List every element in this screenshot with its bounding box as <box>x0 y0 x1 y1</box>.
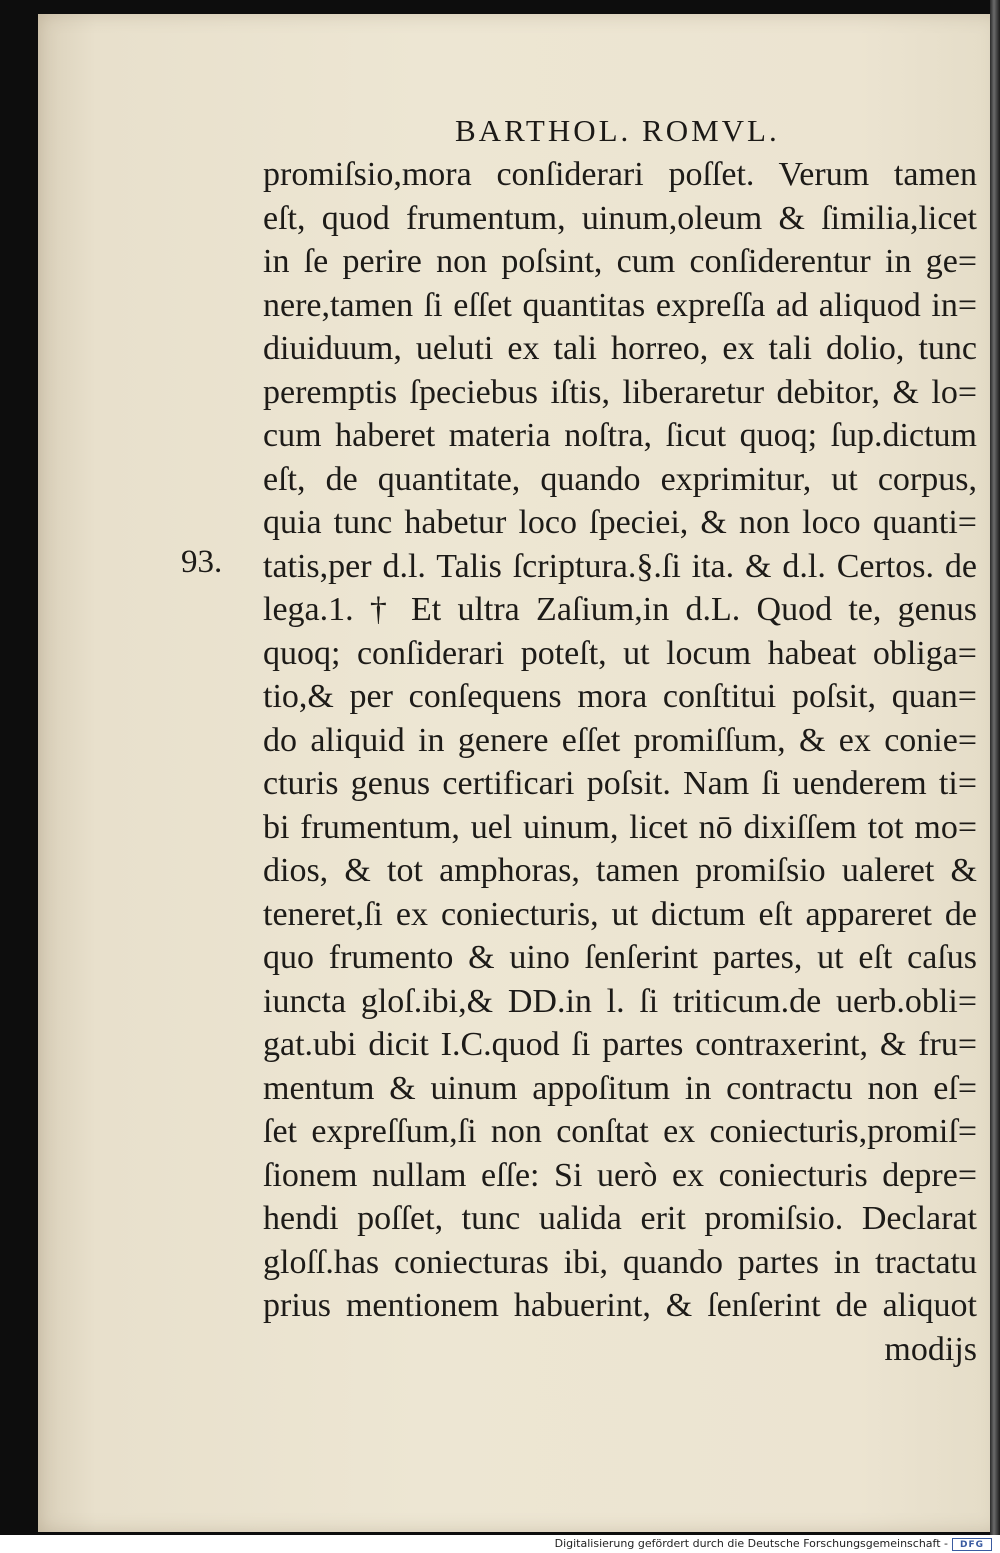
text-line: bi frumentum, uel uinum, licet nō dixiſſem tot mo= <box>263 808 977 846</box>
dfg-logo: DFG <box>952 1538 992 1551</box>
funding-credit: Digitalisierung gefördert durch die Deutsche Forschungsgemeinschaft - <box>554 1537 948 1550</box>
text-line: do aliquid in genere eſſet promiſſum, & ex conie= <box>263 721 977 759</box>
text-line: dios, & tot amphoras, tamen promiſsio ualeret & <box>263 852 977 889</box>
text-line: gat.ubi dicit I.C.quod ſi partes contraxerint, & fru= <box>263 1026 977 1063</box>
text-line: cum haberet materia noſtra, ſicut quoq; ſup.dictum <box>263 417 977 454</box>
text-line: tatis,per d.l. Talis ſcriptura.§.ſi ita. & d.l. Certos. de <box>263 547 977 585</box>
text-line: tio,& per conſequens mora conſtitui poſsit, quan= <box>263 678 977 715</box>
text-line: eſt, quod frumentum, uinum,oleum & ſimilia,licet <box>263 199 977 237</box>
text-line: promiſsio,mora conſiderari poſſet. Verum tamen <box>263 156 977 193</box>
text-line: gloſſ.has coniecturas ibi, quando partes in tractatu <box>263 1243 977 1281</box>
text-line: quo frumento & uino ſenſerint partes, ut eſt caſus <box>263 939 977 976</box>
text-line: eſt, de quantitate, quando exprimitur, ut corpus, <box>263 460 977 498</box>
text-line: prius mentionem habuerint, & ſenſerint de aliquot <box>263 1287 977 1324</box>
text-line: iuncta gloſ.ibi,& DD.in l. ſi triticum.de uerb.obli= <box>263 982 977 1020</box>
text-line: cturis genus certificari poſsit. Nam ſi uenderem ti= <box>263 765 977 802</box>
text-line: in ſe perire non poſsint, cum conſiderentur in ge= <box>263 243 977 280</box>
text-line: quia tunc habetur loco ſpeciei, & non loco quanti= <box>263 504 977 541</box>
book-edge <box>990 0 1000 1535</box>
text-line: diuiduum, ueluti ex tali horreo, ex tali dolio, tunc <box>263 330 977 367</box>
text-line: quoq; conſiderari poteſt, ut locum habeat obliga= <box>263 634 977 672</box>
text-line: lega.1. † Et ultra Zaſium,in d.L. Quod te, genus <box>263 591 977 628</box>
text-line: nere,tamen ſi eſſet quantitas expreſſa ad aliquod in= <box>263 286 977 324</box>
text-line: mentum & uinum appoſitum in contractu non eſ= <box>263 1069 977 1107</box>
body-text <box>263 153 977 1371</box>
text-line: ſet expreſſum,ſi non conſtat ex coniecturis,promiſ= <box>263 1113 977 1150</box>
catchword: modijs <box>884 1330 977 1368</box>
text-line: peremptis ſpeciebus iſtis, liberaretur debitor, & lo= <box>263 373 977 411</box>
running-header: BARTHOL. ROMVL. <box>455 113 780 148</box>
margin-note-number: 93. <box>181 544 223 580</box>
text-line: ſionem nullam eſſe: Si uerò ex coniecturis depre= <box>263 1156 977 1194</box>
text-line: hendi poſſet, tunc ualida erit promiſsio. Declarat <box>263 1200 977 1237</box>
text-line: teneret,ſi ex coniecturis, ut dictum eſt appareret de <box>263 895 977 933</box>
